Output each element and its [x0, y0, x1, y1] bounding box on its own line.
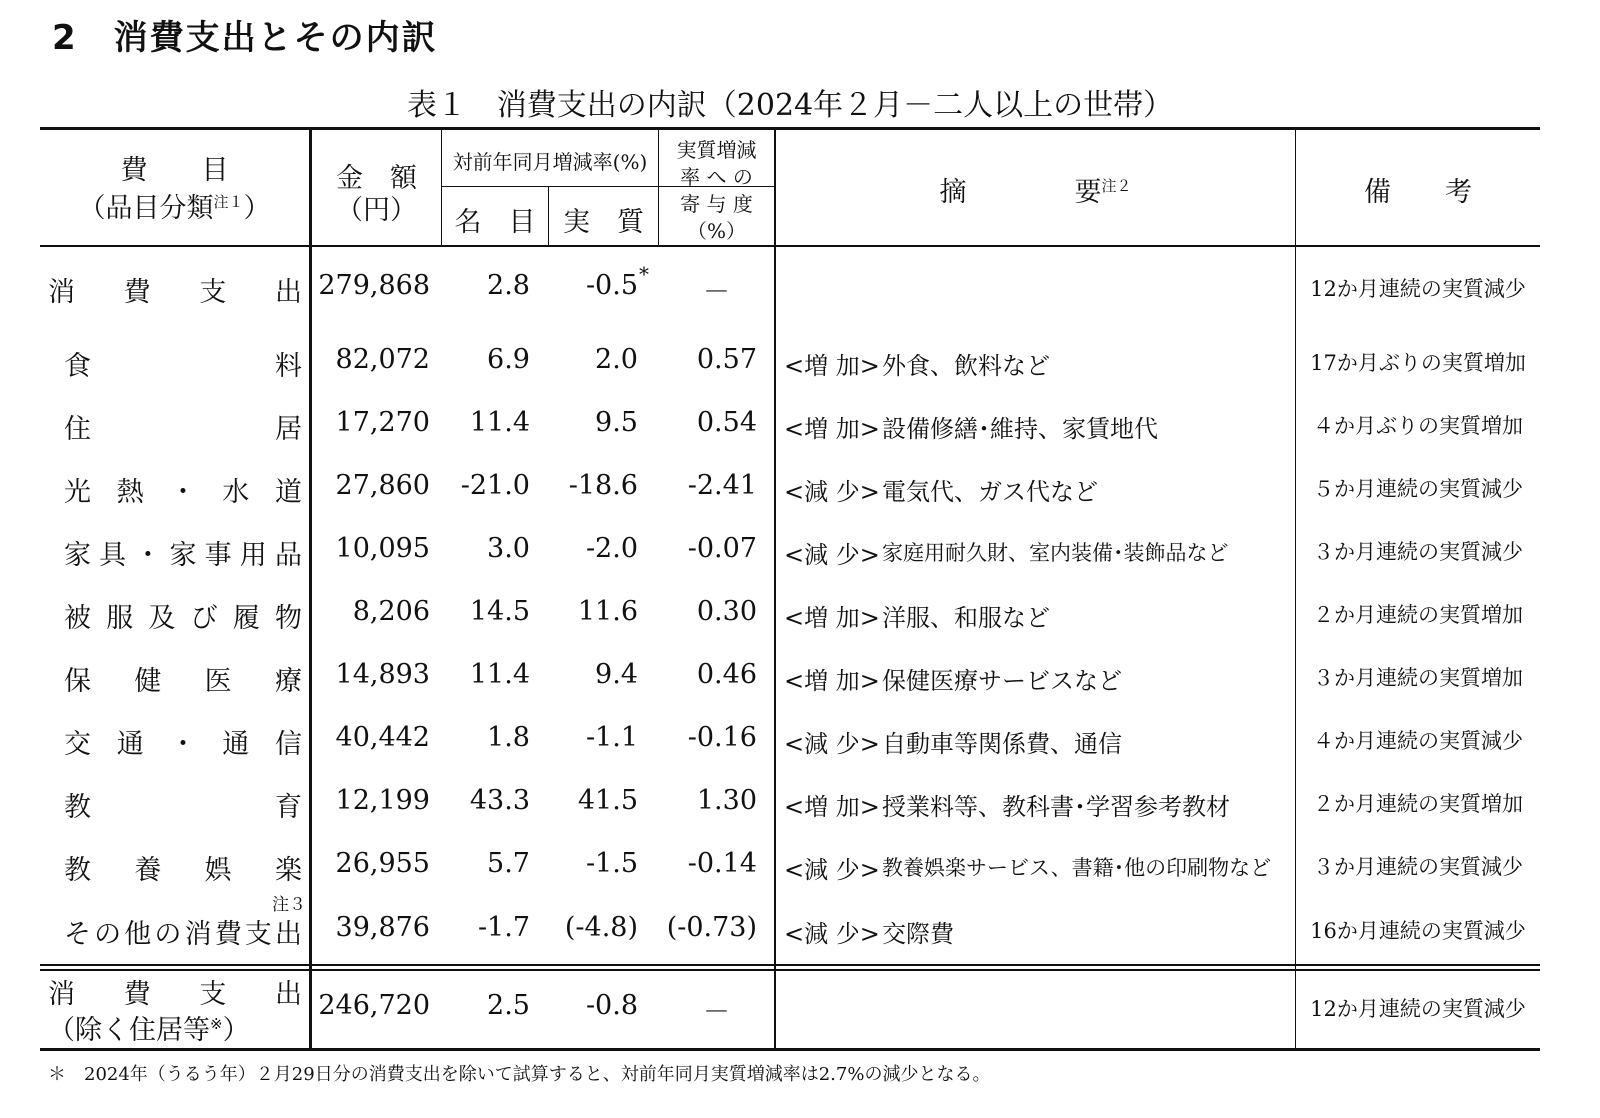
row-label-char: 育: [275, 792, 302, 823]
row-label-char: ・: [134, 540, 162, 571]
header-amount: 金 額: [336, 163, 417, 194]
row-nominal: 43.3: [469, 785, 530, 816]
row-label-char: の: [94, 919, 122, 950]
row-label-char: そ: [64, 919, 91, 950]
header-item: 費 目: [120, 155, 229, 186]
row-remark: 12か月連続の実質減少: [1310, 277, 1526, 301]
col-rule-6: [1295, 127, 1296, 1049]
header-contrib-line4: （%）: [686, 219, 746, 243]
row-label: [64, 785, 302, 824]
row-amount: 279,868: [318, 270, 430, 301]
row-real: 9.5: [595, 407, 638, 438]
row-amount: 8,206: [352, 596, 430, 627]
row-label: [48, 270, 302, 309]
row-nominal: -21.0: [460, 470, 530, 501]
row-label-char: 及: [148, 603, 176, 634]
row-nominal: 1.8: [487, 722, 530, 753]
row-real: 41.5: [577, 785, 638, 816]
row-summary-text: 教養娯楽サービス、書籍･他の印刷物など: [882, 856, 1272, 880]
row-nominal: -1.7: [477, 912, 530, 943]
row-contrib: -0.07: [687, 533, 757, 564]
row-remark: ２か月連続の実質増加: [1313, 603, 1523, 627]
total-row-label: [48, 972, 302, 1011]
row-summary-tag: <増 加>: [784, 793, 880, 821]
row-nominal: 11.4: [469, 659, 530, 690]
row-summary-tag: <増 加>: [784, 604, 880, 632]
row-remark: ２か月連続の実質増加: [1313, 792, 1523, 816]
table-top-rule: [40, 127, 1540, 130]
row-real: -2.0: [585, 533, 638, 564]
row-amount: 82,072: [335, 344, 430, 375]
row-summary-text: 自動車等関係費、通信: [882, 730, 1122, 758]
row-label-char: 楽: [274, 855, 302, 886]
row-nominal: 11.4: [469, 407, 530, 438]
row-amount: 39,876: [335, 912, 430, 943]
row-remark: 16か月連続の実質減少: [1310, 919, 1526, 943]
row-label-char: 支: [244, 919, 272, 950]
header-remarks: 備 考: [1364, 177, 1472, 208]
row-amount: 10,095: [335, 533, 430, 564]
row-nominal: 5.7: [487, 848, 530, 879]
row-label-char: 消: [184, 919, 212, 950]
row-label-char: 療: [274, 666, 302, 697]
row-label-char: 費: [214, 919, 242, 950]
row-amount: 17,270: [335, 407, 430, 438]
row-label-char: 居: [275, 414, 302, 445]
row-label: [64, 659, 302, 698]
row-label-char: 支: [199, 277, 227, 308]
row-label-char: 交: [64, 729, 91, 760]
row-label-char: 住: [64, 414, 91, 445]
row-label-char: 用: [239, 540, 267, 571]
row-summary-text: 電気代、ガス代など: [882, 478, 1098, 506]
row-label: [64, 848, 302, 887]
row-label-char: 被: [64, 603, 91, 634]
row-remark: ３か月連続の実質減少: [1313, 540, 1523, 564]
row-real: 9.4: [595, 659, 638, 690]
row-summary-text: 保健医療サービスなど: [882, 667, 1122, 695]
row-remark: 17か月ぶりの実質増加: [1310, 351, 1526, 375]
row-label: [64, 407, 302, 446]
header-contrib-line2: 率 へ の: [680, 165, 753, 189]
row-label-char: 物: [274, 603, 302, 634]
row-label-char: 道: [275, 477, 302, 508]
row-label-char: 養: [134, 855, 162, 886]
row-label-char: び: [190, 603, 218, 634]
header-summary: 摘 要$^{注2}$: [939, 177, 1132, 208]
section-title: 2 消費支出とその内訳: [52, 18, 438, 58]
row-label-char: 熱: [116, 477, 144, 508]
row-label-char: の: [154, 919, 182, 950]
row-remark: ４か月ぶりの実質増加: [1313, 414, 1523, 438]
row-summary-tag: <減 少>: [784, 478, 880, 506]
row-label-char: 家: [64, 540, 91, 571]
row-label-char: 健: [134, 666, 162, 697]
row-summary-text: 家庭用耐久財、室内装備･装飾品など: [882, 541, 1229, 565]
row-real: -18.6: [568, 470, 638, 501]
table-bottom-rule: [40, 1048, 1540, 1051]
row-amount: 12,199: [335, 785, 430, 816]
row-summary-tag: <増 加>: [784, 352, 880, 380]
row-nominal: 3.0: [487, 533, 530, 564]
row-label-char: 他: [124, 919, 152, 950]
row-label-char: 具: [99, 540, 127, 571]
row-label-char: 信: [275, 729, 302, 760]
row-real: -0.5: [585, 270, 638, 301]
row-contrib: －: [703, 277, 730, 308]
row-contrib: -2.41: [687, 470, 757, 501]
header-contrib-line1: 実質増減: [676, 138, 757, 162]
row-real-mark: *: [639, 262, 649, 286]
row-label-char: 消: [48, 277, 75, 308]
header-contrib-line3: 寄 与 度: [680, 192, 753, 216]
row-label-char: ・: [169, 729, 197, 760]
row-amount: 26,955: [335, 848, 430, 879]
row-remark: ３か月連続の実質減少: [1313, 855, 1523, 879]
header-item-sub: （品目分類$^{注1}$）: [78, 193, 271, 224]
row-label-char: 料: [275, 351, 302, 382]
row-remark: ４か月連続の実質減少: [1313, 729, 1523, 753]
col-rule-1: [309, 127, 312, 1049]
row-contrib: 1.30: [696, 785, 757, 816]
row-label-char: ・: [169, 477, 197, 508]
row-nominal: 2.8: [487, 270, 530, 301]
row-amount: 27,860: [335, 470, 430, 501]
row-label-char: 保: [64, 666, 91, 697]
row-contrib: 0.57: [696, 344, 757, 375]
row-label-note: 注３: [272, 895, 306, 915]
header-nominal: 名 目: [454, 207, 536, 238]
header-bottom-rule: [40, 245, 1540, 247]
row-label-char: 光: [64, 477, 91, 508]
row-summary-text: 洋服、和服など: [882, 604, 1050, 632]
row-label: [64, 533, 302, 572]
row-contrib: 0.30: [696, 596, 757, 627]
row-summary-text: 交際費: [882, 920, 954, 948]
row-nominal: 6.9: [487, 344, 530, 375]
row-label-char: 出: [274, 919, 302, 950]
row-real: 2.0: [595, 344, 638, 375]
total-rule-1: [40, 964, 1540, 966]
row-label-char: 医: [204, 666, 232, 697]
total-row-contrib: －: [703, 997, 730, 1028]
row-summary-tag: <減 少>: [784, 920, 880, 948]
row-contrib: (-0.73): [666, 912, 757, 943]
total-label-char: 支: [199, 979, 227, 1010]
row-real: -1.5: [585, 848, 638, 879]
row-label-char: 水: [222, 477, 250, 508]
row-contrib: 0.54: [696, 407, 757, 438]
row-contrib: -0.14: [687, 848, 757, 879]
row-summary-tag: <減 少>: [784, 856, 880, 884]
row-label-char: 食: [64, 351, 91, 382]
row-summary-text: 外食、飲料など: [882, 352, 1050, 380]
row-real: 11.6: [577, 596, 638, 627]
row-label-char: 教: [64, 792, 91, 823]
total-row-remark: 12か月連続の実質減少: [1310, 997, 1526, 1021]
row-label-char: 事: [204, 540, 232, 571]
row-summary-tag: <減 少>: [784, 541, 880, 569]
row-summary-tag: <減 少>: [784, 730, 880, 758]
row-label-char: 服: [106, 603, 134, 634]
row-real: -1.1: [585, 722, 638, 753]
row-summary-text: 授業料等、教科書･学習参考教材: [882, 793, 1230, 821]
row-label-char: 通: [116, 729, 144, 760]
header-real: 実 質: [563, 207, 644, 238]
row-label: [64, 596, 302, 635]
row-label-char: 家: [169, 540, 197, 571]
row-label-char: 教: [64, 855, 91, 886]
row-label-char: 品: [274, 540, 302, 571]
header-amount-unit: （円）: [336, 195, 417, 226]
total-label-char: 消: [48, 979, 75, 1010]
row-label: [64, 344, 302, 383]
footnote: ＊ 2024年（うるう年）２月29日分の消費支出を除いて試算すると、対前年同月実質増減率は2.7%の減少となる。: [48, 1064, 991, 1085]
row-real: (-4.8): [564, 912, 638, 943]
total-row-nominal: 2.5: [487, 990, 530, 1021]
total-label-char: 費: [123, 979, 151, 1010]
total-row-label-sub: （除く住居等※）: [48, 1015, 250, 1046]
total-row-real: -0.8: [585, 990, 638, 1021]
row-label: [64, 722, 302, 761]
row-label-char: 通: [222, 729, 250, 760]
row-label-char: 娯: [204, 855, 232, 886]
row-label-char: 履: [232, 603, 260, 634]
row-label-char: 費: [123, 277, 151, 308]
row-label: [64, 912, 302, 951]
total-row-amount: 246,720: [318, 990, 430, 1021]
row-contrib: -0.16: [687, 722, 757, 753]
col-rule-5: [774, 127, 776, 1049]
row-summary-tag: <増 加>: [784, 415, 880, 443]
row-amount: 40,442: [335, 722, 430, 753]
row-contrib: 0.46: [696, 659, 757, 690]
row-remark: ３か月連続の実質増加: [1313, 666, 1523, 690]
table-title: 表１ 消費支出の内訳（2024年２月－二人以上の世帯）: [406, 88, 1174, 123]
total-rule-2: [40, 969, 1540, 971]
row-summary-tag: <増 加>: [784, 667, 880, 695]
header-yoy: 対前年同月増減率(%): [452, 150, 648, 174]
row-summary-text: 設備修繕･維持、家賃地代: [882, 415, 1158, 443]
row-amount: 14,893: [335, 659, 430, 690]
row-label-char: 出: [274, 277, 302, 308]
total-label-char: 出: [274, 979, 302, 1010]
row-label: [64, 470, 302, 509]
row-nominal: 14.5: [469, 596, 530, 627]
row-remark: ５か月連続の実質減少: [1313, 477, 1523, 501]
